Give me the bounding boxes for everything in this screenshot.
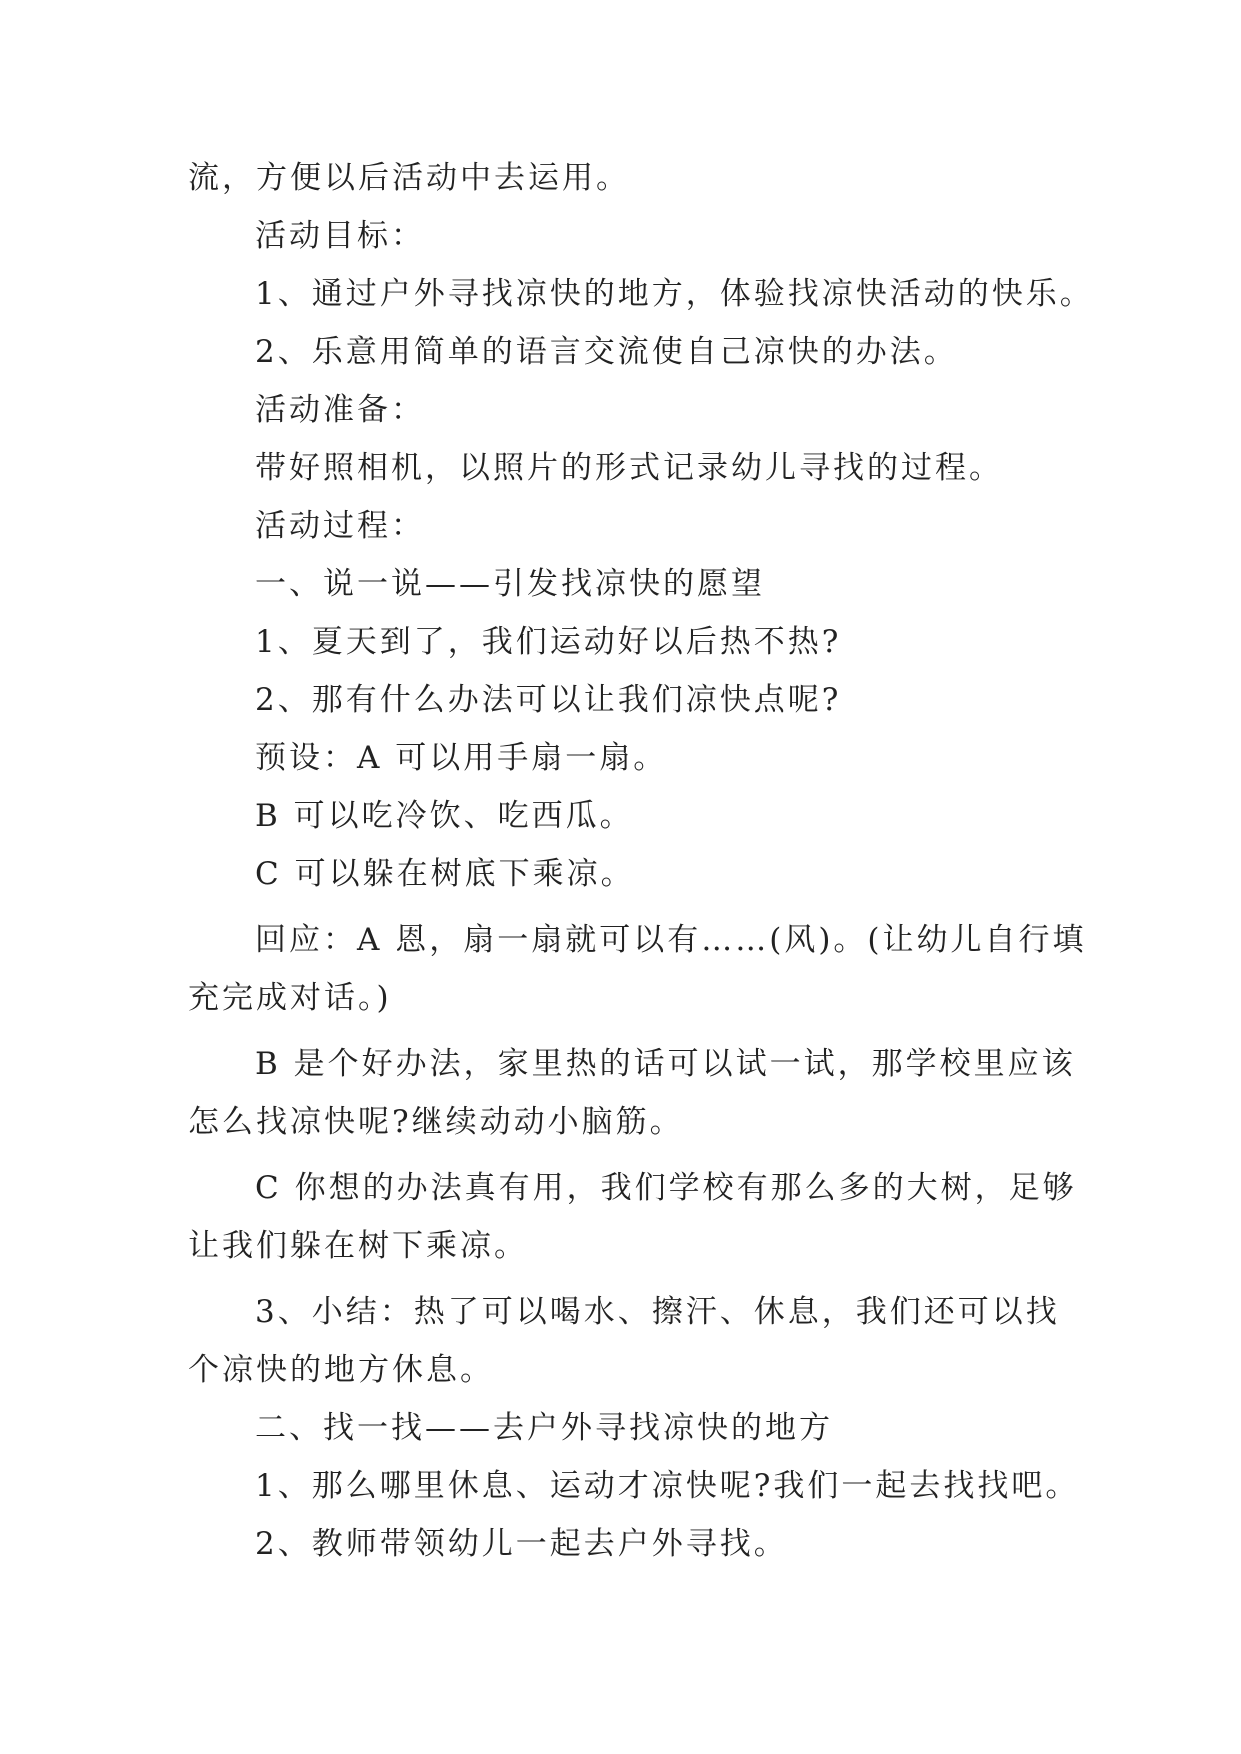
list-item: 2、教师带领幼儿一起去户外寻找。: [255, 1526, 788, 1562]
paragraph-line: B 可以吃冷饮、吃西瓜。: [255, 798, 634, 834]
paragraph-line: 3、小结：热了可以喝水、擦汗、休息，我们还可以找: [255, 1294, 1060, 1330]
paragraph-line: B 是个好办法，家里热的话可以试一试，那学校里应该: [255, 1046, 1076, 1082]
list-item: 1、夏天到了，我们运动好以后热不热?: [255, 624, 842, 660]
subsection-heading: 二、找一找——去户外寻找凉快的地方: [255, 1410, 833, 1446]
paragraph-line: 预设：A 可以用手扇一扇。: [255, 740, 668, 776]
paragraph-line: 带好照相机，以照片的形式记录幼儿寻找的过程。: [255, 450, 1003, 486]
paragraph-line: 流，方便以后活动中去运用。: [188, 160, 630, 196]
section-heading-preparation: 活动准备：: [255, 392, 425, 428]
section-heading-objectives: 活动目标：: [255, 218, 425, 254]
paragraph-line: 怎么找凉快呢?继续动动小脑筋。: [188, 1104, 684, 1140]
list-item: 1、那么哪里休息、运动才凉快呢?我们一起去找找吧。: [255, 1468, 1080, 1504]
section-heading-process: 活动过程：: [255, 508, 425, 544]
objective-item: 2、乐意用简单的语言交流使自己凉快的办法。: [255, 334, 958, 370]
subsection-heading: 一、说一说——引发找凉快的愿望: [255, 566, 765, 602]
paragraph-line: C 可以躲在树底下乘凉。: [255, 856, 635, 892]
paragraph-line: 让我们躲在树下乘凉。: [188, 1228, 528, 1264]
paragraph-line: C 你想的办法真有用，我们学校有那么多的大树，足够: [255, 1170, 1077, 1206]
paragraph-line: 充完成对话。): [188, 980, 392, 1016]
objective-item: 1、通过户外寻找凉快的地方，体验找凉快活动的快乐。: [255, 276, 1094, 312]
paragraph-line: 回应：A 恩，扇一扇就可以有……(风)。(让幼儿自行填: [255, 922, 1087, 958]
paragraph-line: 个凉快的地方休息。: [188, 1352, 494, 1388]
list-item: 2、那有什么办法可以让我们凉快点呢?: [255, 682, 842, 718]
